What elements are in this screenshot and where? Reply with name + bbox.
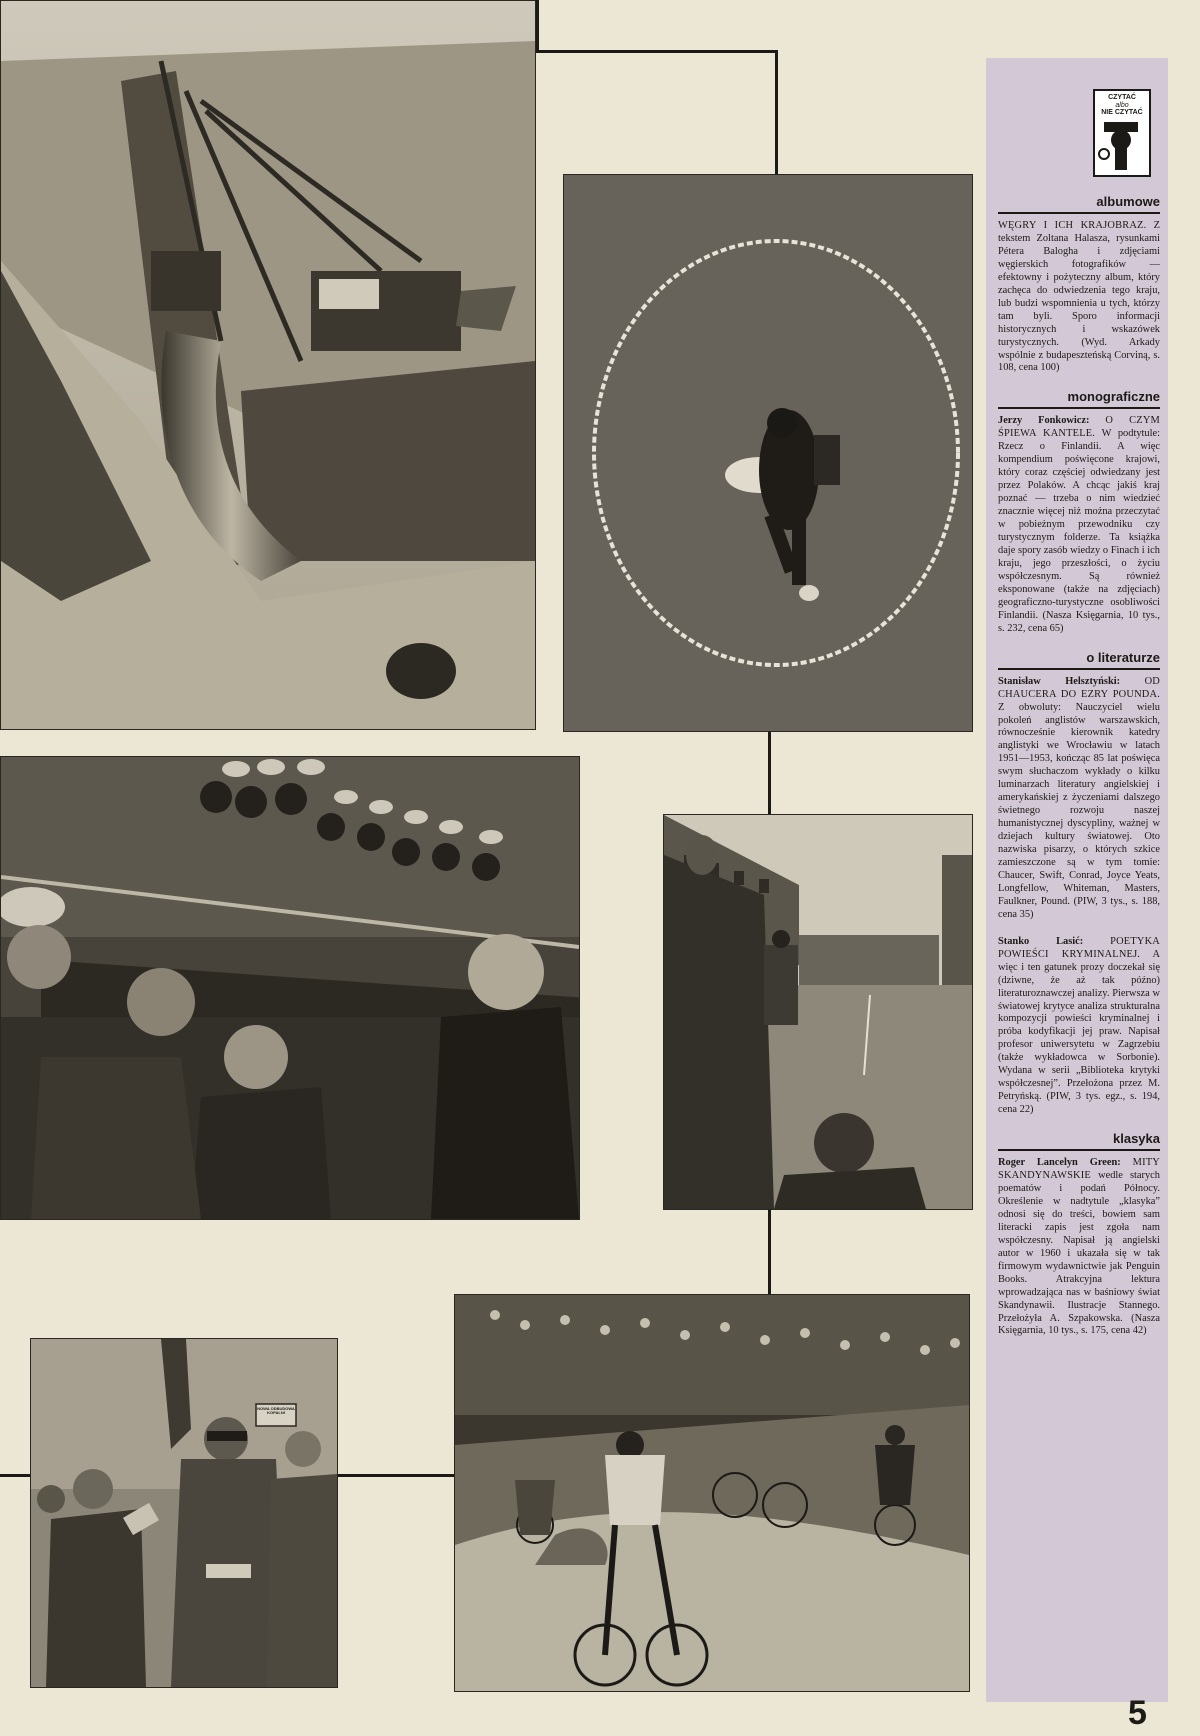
cycling-scene [455, 1295, 969, 1691]
target-circle-scene [564, 175, 972, 731]
photo-officials-with-workers [0, 756, 580, 1220]
czytac-albo-nie-czytac-logo [1090, 88, 1154, 180]
photo-pipeline-construction [0, 0, 536, 730]
review-mity-skandynawskie: Roger Lancelyn Green: MITY SKANDYNAWSKIE wedle starych poematów i podań Północy. Określenie w nadtytule „klasyka” odnosi się do treści, bowiem sam literacki zapis jest zgoła nam współczesny. Napisał ją angielski autor w 1960 i ukazała się w tak firmowym wydawnictwie jak Penguin Books. Atrakcyjna lektura wprowadzająca nas w baśniowy świat Skandynawii. Ilustracje Stannego. Przełożyła A. Szpakowska. (Nasza Księgarnia, 10 tys., s. 175, cena 42) [998, 1157, 1160, 1337]
frame-rule [768, 1208, 771, 1294]
logo-text: CZYTAĆ albo NIE CZYTAĆ [1101, 94, 1143, 117]
review-wegry: WĘGRY I ICH KRAJOBRAZ. Z tekstem Zoltana Halasza, rysunkami Pétera Balogha i zdjęciami węgierskich fotografików — efektowny i pożyteczny album, który zachęca do odwiedzenia tego kraju, lub budzi wspomnienia u tych, którzy tam byli. Sporo informacji historycznych i wskazówek turystycznych. (Wyd. Arkady wspólnie z budapeszteńską Corviną, s. 108, cena 100) [998, 220, 1160, 374]
review-poetyka-powiesci: Stanko Lasić: POETYKA POWIEŚCI KRYMINALNEJ. A więc i ten gatunek prozy doczekał się (dziwne, że aż tak późno) literaturoznawczej analizy. Pierwsza w światowej krytyce analiza strukturalna kompozycji powieści kryminalnej i próba kodyfikacji jej praw. Napisał profesor uniwersytetu w Zagrzebiu (także wykładowca w Sorbonie). Wydana w serii „Biblioteka krytyki współczesnej”. Przełożona przez M. Petryńską. (PIW, 3 tys. egz., s. 194, cena 22) [998, 935, 1161, 1116]
frame-rule [536, 50, 778, 53]
frame-rule [775, 50, 778, 174]
photo-parachutist-landing [563, 174, 973, 732]
frame-rule [0, 1474, 30, 1477]
section-heading-klasyka: klasyka [998, 1131, 1160, 1151]
section-heading-monograficzne: monograficzne [998, 389, 1160, 409]
photo-celebrating-miners [30, 1338, 338, 1688]
page-number: 5 [1128, 1694, 1147, 1732]
photo-street-scene [663, 814, 973, 1210]
pipeline-scene [1, 1, 535, 729]
frame-rule [336, 1474, 454, 1477]
review-o-czym-spiewa-kantele: Jerzy Fonkowicz: O CZYM ŚPIEWA KANTELE. W podtytule: Rzecz o Finlandii. A więc kompendium poświęcone krajowi, który coraz częściej odwiedzany jest przez Polaków. A chcąc jakiś kraj poznać — trzeba o nim wiedzieć znacznie więcej niż można przeczytać w pobieżnym przewodniku czy turystycznym folderze. Ta książka daje spory zasób wiedzy o Finach i ich kraju, jego przeszłości, o życiu współczesnym. Są również eksponowane (także na zdjęciach) geograficzno-turystyczne osobliwości Finlandii. (Nasza Księgarnia, 10 tys., s. 232, cena 65) [998, 415, 1160, 634]
miners-sign-text: NOWA ODBUDOWA KOPALNI [257, 1406, 295, 1416]
review-od-chaucera: Stanisław Helsztyński: OD CHAUCERA DO EZRY POUNDA. Z obwoluty: Nauczyciel wielu pokoleń anglistów warszawskich, równocześnie kierownik katedry anglistyki we Wrocławiu w latach 1951—1953, kończąc 85 lat poświęca swym słuchaczom wykłady o kilku luminarzach literatury angielskiej i amerykańskiej z życzeniami dalszego świetnego rozwoju naszej humanistycznej dyscypliny, ważnej w dziejach kultury światowej. Oto nazwiska pisarzy, o których szkice zamieszczone są w tym tomie: Chaucer, Swift, Conrad, Joyce Yeats, Longfellow, Whiteman, Masters, Faulkner, Pound. (PIW, 3 tys., s. 188, cena 35) [998, 675, 1160, 920]
section-heading-albumowe: albumowe [998, 194, 1160, 214]
frame-rule [536, 0, 539, 52]
book-reviews-sidebar [986, 58, 1168, 1702]
crowd-scene [1, 757, 579, 1219]
photo-cycling-race [454, 1294, 970, 1692]
section-heading-o-literaturze: o literaturze [998, 650, 1160, 670]
frame-rule [768, 730, 771, 814]
street-scene [664, 815, 972, 1209]
miners-scene [31, 1339, 337, 1687]
